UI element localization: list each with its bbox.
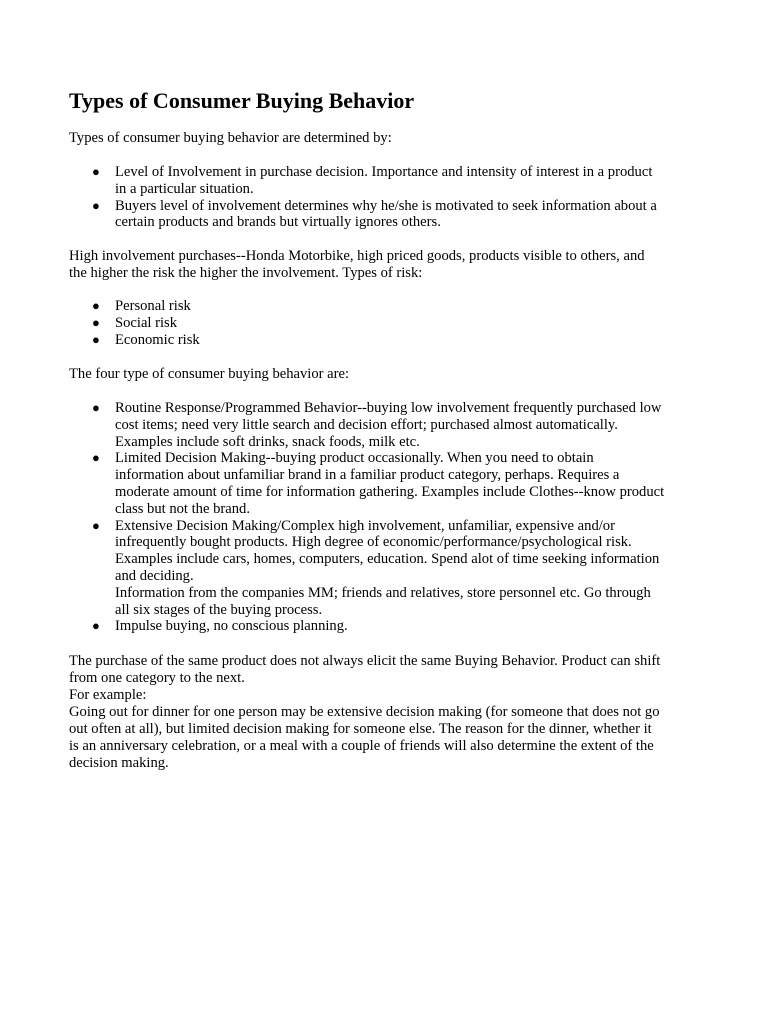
paragraph-line: High involvement purchases--Honda Motorbike, high priced goods, products visible to others, and: [69, 248, 645, 264]
intro-paragraph: Types of consumer buying behavior are determined by:: [69, 130, 392, 146]
list-item: [69, 332, 709, 349]
list-item: [69, 618, 709, 635]
list-item-line: Limited Decision Making--buying product occasionally. When you need to obtain: [115, 450, 594, 467]
list-item-line: Information from the companies MM; friends and relatives, store personnel etc. Go through: [115, 584, 651, 601]
list-item: [69, 198, 709, 232]
closing-paragraph: [69, 653, 709, 772]
list-item-line: in a particular situation.: [115, 180, 254, 197]
high-involvement-paragraph: [69, 248, 709, 282]
list-item-line: Extensive Decision Making/Complex high involvement, unfamiliar, expensive and/or: [115, 517, 615, 534]
list-item-line: infrequently bought products. High degree of economic/performance/psychological risk.: [115, 534, 632, 551]
paragraph-line: The purchase of the same product does not always elicit the same Buying Behavior. Product can shift: [69, 653, 661, 669]
list-item-line: cost items; need very little search and decision effort; purchased almost automatically.: [115, 416, 618, 433]
paragraph-line: decision making.: [69, 755, 169, 771]
bullet-icon: ●: [92, 164, 100, 179]
list-item-line: Impulse buying, no conscious planning.: [115, 618, 348, 635]
paragraph-line: out often at all), but limited decision making for someone else. The reason for the dinner, whether it: [69, 721, 652, 737]
document-title: Types of Consumer Buying Behavior: [69, 88, 415, 113]
list-item: [69, 400, 709, 450]
list-item: [69, 518, 709, 619]
paragraph-line: from one category to the next.: [69, 670, 245, 686]
bullet-icon: ●: [92, 400, 100, 415]
risk-list: [69, 298, 709, 348]
risk-item: Personal risk: [115, 298, 191, 314]
bullet-icon: ●: [92, 197, 100, 213]
list-item-line: Examples include soft drinks, snack foods, milk etc.: [115, 433, 420, 450]
bullet-icon: ●: [92, 314, 100, 330]
list-item: [69, 164, 709, 198]
bullet-icon: ●: [92, 618, 100, 634]
list-item-line: class but not the brand.: [115, 500, 250, 517]
bullet-icon: ●: [92, 517, 100, 533]
determinants-list: [69, 164, 709, 231]
list-item-line: information about unfamiliar brand in a familiar product category, perhaps. Requires a: [115, 467, 620, 484]
risk-item: Social risk: [115, 314, 178, 331]
risk-item: Economic risk: [115, 331, 200, 348]
list-item-line: Buyers level of involvement determines why he/she is motivated to seek information about a: [115, 197, 657, 214]
list-item-line: all six stages of the buying process.: [115, 601, 323, 618]
paragraph-line: is an anniversary celebration, or a meal with a couple of friends will also determine the extent of the: [69, 738, 654, 754]
list-item-line: moderate amount of time for information gathering. Examples include Clothes--know product: [115, 483, 665, 500]
paragraph-line: For example:: [69, 687, 147, 703]
list-item-line: Examples include cars, homes, computers, education. Spend alot of time seeking information: [115, 551, 660, 568]
list-item-line: Routine Response/Programmed Behavior--buying low involvement frequently purchased low: [115, 400, 662, 416]
list-item: [69, 450, 709, 517]
bullet-icon: ●: [92, 450, 100, 466]
list-item-line: Level of Involvement in purchase decision. Importance and intensity of interest in a product: [115, 164, 653, 180]
four-types-intro: The four type of consumer buying behavior are:: [69, 366, 350, 382]
list-item-line: and deciding.: [115, 567, 194, 584]
behaviors-list: [69, 400, 709, 635]
list-item: [69, 298, 709, 315]
list-item: [69, 315, 709, 332]
paragraph-line: the higher the risk the higher the involvement. Types of risk:: [69, 265, 423, 281]
paragraph-line: Going out for dinner for one person may be extensive decision making (for someone that does not go: [69, 704, 660, 720]
bullet-icon: ●: [92, 331, 100, 347]
bullet-icon: ●: [92, 298, 100, 313]
list-item-line: certain products and brands but virtually ignores others.: [115, 214, 441, 231]
